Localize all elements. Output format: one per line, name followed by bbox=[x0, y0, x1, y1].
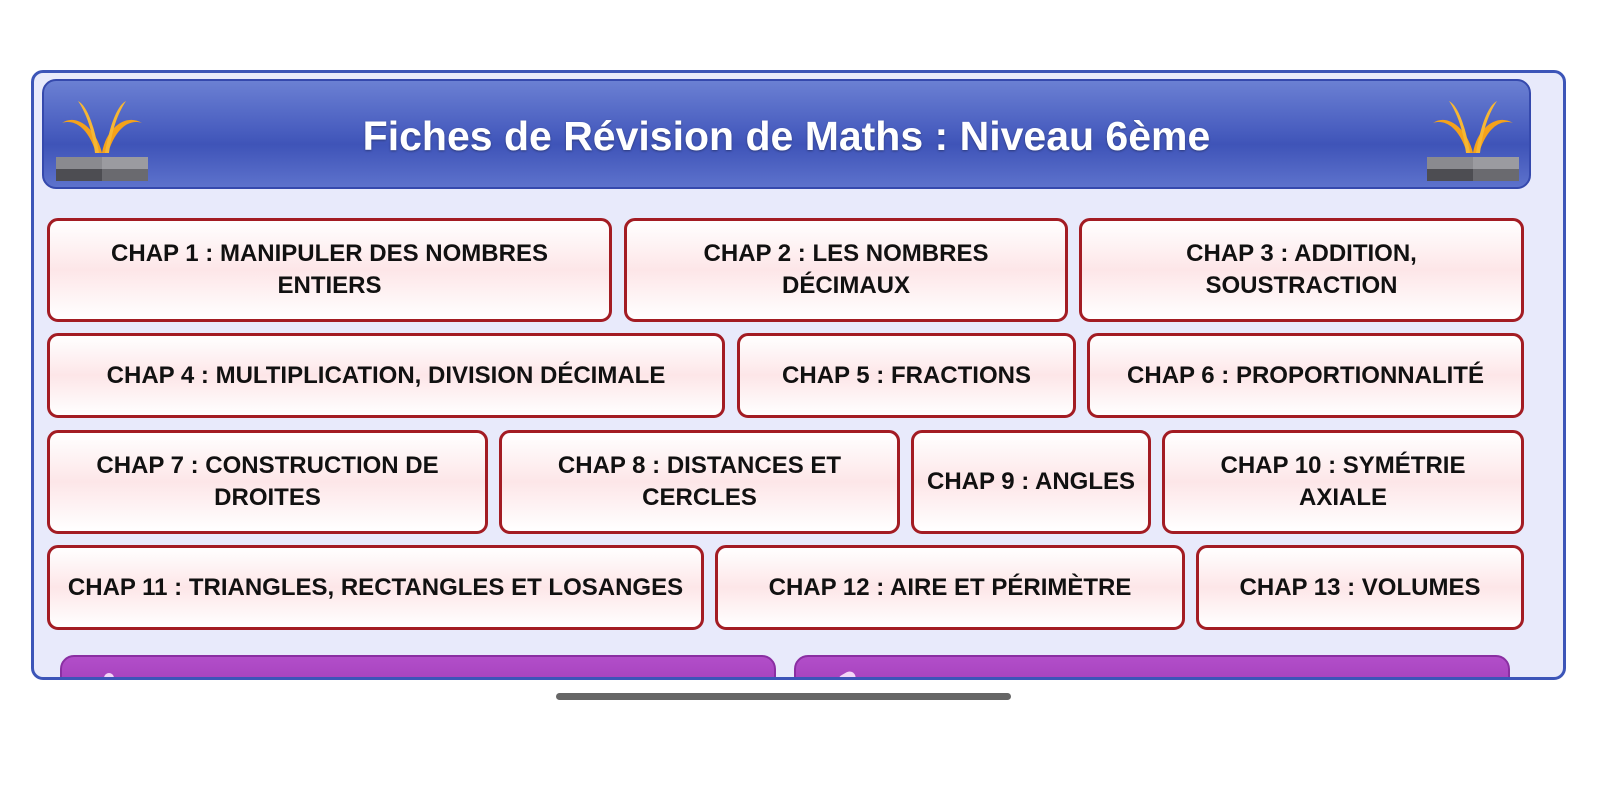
chapter-button-9[interactable]: CHAP 9 : ANGLES bbox=[911, 430, 1151, 534]
chapter-button-6[interactable]: CHAP 6 : PROPORTIONNALITÉ bbox=[1087, 333, 1524, 418]
header-bar bbox=[42, 79, 1531, 189]
chapter-button-1[interactable]: CHAP 1 : MANIPULER DES NOMBRES ENTIERS bbox=[47, 218, 612, 322]
chapter-button-3[interactable]: CHAP 3 : ADDITION, SOUSTRACTION bbox=[1079, 218, 1524, 322]
chapter-button-10[interactable]: CHAP 10 : SYMÉTRIE AXIALE bbox=[1162, 430, 1524, 534]
home-indicator[interactable] bbox=[556, 693, 1011, 700]
pencil-icon bbox=[104, 673, 114, 680]
page-title: Fiches de Révision de Maths : Niveau 6ème bbox=[362, 113, 1211, 159]
chapter-button-13[interactable]: CHAP 13 : VOLUMES bbox=[1196, 545, 1524, 630]
fountain-logo-icon bbox=[1427, 93, 1519, 185]
bottom-action-button-right[interactable] bbox=[794, 655, 1510, 680]
bottom-action-button-left[interactable] bbox=[60, 655, 776, 680]
chapter-button-8[interactable]: CHAP 8 : DISTANCES ET CERCLES bbox=[499, 430, 900, 534]
chapter-button-5[interactable]: CHAP 5 : FRACTIONS bbox=[737, 333, 1076, 418]
chapter-button-11[interactable]: CHAP 11 : TRIANGLES, RECTANGLES ET LOSANGES bbox=[47, 545, 704, 630]
chapter-button-12[interactable]: CHAP 12 : AIRE ET PÉRIMÈTRE bbox=[715, 545, 1185, 630]
chapter-button-4[interactable]: CHAP 4 : MULTIPLICATION, DIVISION DÉCIMALE bbox=[47, 333, 725, 418]
chapter-button-2[interactable]: CHAP 2 : LES NOMBRES DÉCIMAUX bbox=[624, 218, 1068, 322]
chapter-button-7[interactable]: CHAP 7 : CONSTRUCTION DE DROITES bbox=[47, 430, 488, 534]
tool-icon bbox=[836, 669, 858, 680]
app-frame bbox=[31, 70, 1566, 680]
